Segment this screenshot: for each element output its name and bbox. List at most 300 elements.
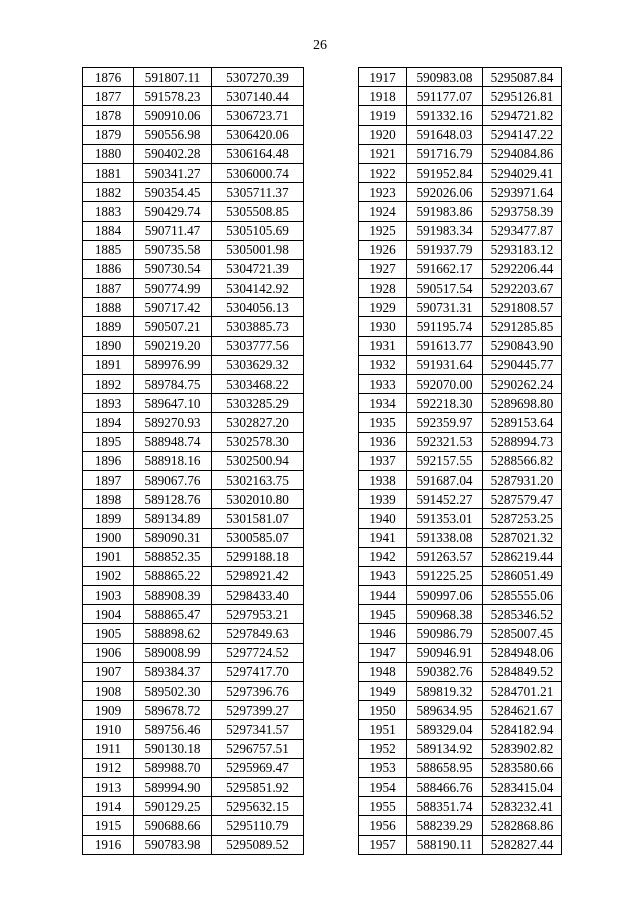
x-coordinate-cell: 592070.00 (407, 375, 483, 394)
x-coordinate-cell: 589819.32 (407, 682, 483, 701)
y-coordinate-cell: 5307140.44 (212, 87, 304, 106)
y-coordinate-cell: 5304142.92 (212, 279, 304, 298)
y-coordinate-cell: 5303885.73 (212, 317, 304, 336)
point-number-cell: 1913 (83, 777, 134, 796)
table-row (83, 835, 304, 854)
point-number-cell: 1886 (83, 259, 134, 278)
y-coordinate-cell: 5295110.79 (212, 816, 304, 835)
y-coordinate-cell: 5302827.20 (212, 413, 304, 432)
table-row (359, 797, 562, 816)
x-coordinate-cell: 590341.27 (134, 163, 212, 182)
x-coordinate-cell: 591687.04 (407, 470, 483, 489)
table-row (83, 394, 304, 413)
table-row (359, 202, 562, 221)
y-coordinate-cell: 5293758.39 (483, 202, 562, 221)
x-coordinate-cell: 588466.76 (407, 777, 483, 796)
table-row (83, 183, 304, 202)
x-coordinate-cell: 588908.39 (134, 586, 212, 605)
y-coordinate-cell: 5298433.40 (212, 586, 304, 605)
x-coordinate-cell: 590986.79 (407, 624, 483, 643)
point-number-cell: 1879 (83, 125, 134, 144)
table-row (83, 662, 304, 681)
table-row (359, 355, 562, 374)
x-coordinate-cell: 591648.03 (407, 125, 483, 144)
point-number-cell: 1945 (359, 605, 407, 624)
y-coordinate-cell: 5284182.94 (483, 720, 562, 739)
point-number-cell: 1936 (359, 432, 407, 451)
table-row (359, 605, 562, 624)
table-row (359, 509, 562, 528)
table-row (83, 701, 304, 720)
y-coordinate-cell: 5286219.44 (483, 547, 562, 566)
table-row (83, 451, 304, 470)
x-coordinate-cell: 592026.06 (407, 183, 483, 202)
y-coordinate-cell: 5293183.12 (483, 240, 562, 259)
x-coordinate-cell: 591983.86 (407, 202, 483, 221)
x-coordinate-cell: 591332.16 (407, 106, 483, 125)
y-coordinate-cell: 5284701.21 (483, 682, 562, 701)
table-row (359, 528, 562, 547)
table-row (83, 336, 304, 355)
y-coordinate-cell: 5297341.57 (212, 720, 304, 739)
x-coordinate-cell: 590219.20 (134, 336, 212, 355)
point-number-cell: 1917 (359, 68, 407, 87)
y-coordinate-cell: 5286051.49 (483, 566, 562, 585)
y-coordinate-cell: 5287021.32 (483, 528, 562, 547)
x-coordinate-cell: 591225.25 (407, 566, 483, 585)
point-number-cell: 1883 (83, 202, 134, 221)
x-coordinate-cell: 592218.30 (407, 394, 483, 413)
y-coordinate-cell: 5305508.85 (212, 202, 304, 221)
y-coordinate-cell: 5297399.27 (212, 701, 304, 720)
table-row (83, 797, 304, 816)
table-row (359, 144, 562, 163)
y-coordinate-cell: 5306723.71 (212, 106, 304, 125)
y-coordinate-cell: 5294084.86 (483, 144, 562, 163)
y-coordinate-cell: 5287253.25 (483, 509, 562, 528)
y-coordinate-cell: 5283232.41 (483, 797, 562, 816)
x-coordinate-cell: 591716.79 (407, 144, 483, 163)
table-row (359, 451, 562, 470)
point-number-cell: 1930 (359, 317, 407, 336)
table-row (83, 720, 304, 739)
point-number-cell: 1926 (359, 240, 407, 259)
point-number-cell: 1956 (359, 816, 407, 835)
x-coordinate-cell: 589634.95 (407, 701, 483, 720)
point-number-cell: 1939 (359, 490, 407, 509)
x-coordinate-cell: 589502.30 (134, 682, 212, 701)
table-row (359, 375, 562, 394)
y-coordinate-cell: 5287931.20 (483, 470, 562, 489)
x-coordinate-cell: 592321.53 (407, 432, 483, 451)
x-coordinate-cell: 591452.27 (407, 490, 483, 509)
table-row (359, 259, 562, 278)
y-coordinate-cell: 5294147.22 (483, 125, 562, 144)
x-coordinate-cell: 592157.55 (407, 451, 483, 470)
y-coordinate-cell: 5283580.66 (483, 758, 562, 777)
point-number-cell: 1940 (359, 509, 407, 528)
point-number-cell: 1951 (359, 720, 407, 739)
point-number-cell: 1950 (359, 701, 407, 720)
point-number-cell: 1911 (83, 739, 134, 758)
x-coordinate-cell: 588658.95 (407, 758, 483, 777)
x-coordinate-cell: 591338.08 (407, 528, 483, 547)
table-row (83, 259, 304, 278)
y-coordinate-cell: 5285346.52 (483, 605, 562, 624)
y-coordinate-cell: 5283415.04 (483, 777, 562, 796)
point-number-cell: 1912 (83, 758, 134, 777)
x-coordinate-cell: 592359.97 (407, 413, 483, 432)
table-row (359, 125, 562, 144)
point-number-cell: 1924 (359, 202, 407, 221)
point-number-cell: 1931 (359, 336, 407, 355)
x-coordinate-cell: 590711.47 (134, 221, 212, 240)
y-coordinate-cell: 5288566.82 (483, 451, 562, 470)
table-row (83, 413, 304, 432)
x-coordinate-cell: 591952.84 (407, 163, 483, 182)
point-number-cell: 1910 (83, 720, 134, 739)
x-coordinate-cell: 590130.18 (134, 739, 212, 758)
point-number-cell: 1896 (83, 451, 134, 470)
x-coordinate-cell: 590983.08 (407, 68, 483, 87)
x-coordinate-cell: 589134.89 (134, 509, 212, 528)
point-number-cell: 1927 (359, 259, 407, 278)
point-number-cell: 1942 (359, 547, 407, 566)
point-number-cell: 1946 (359, 624, 407, 643)
y-coordinate-cell: 5284849.52 (483, 662, 562, 681)
y-coordinate-cell: 5297417.70 (212, 662, 304, 681)
table-row (83, 202, 304, 221)
table-row (83, 528, 304, 547)
table-row (359, 624, 562, 643)
x-coordinate-cell: 588865.22 (134, 566, 212, 585)
point-number-cell: 1906 (83, 643, 134, 662)
y-coordinate-cell: 5305711.37 (212, 183, 304, 202)
x-coordinate-cell: 590968.38 (407, 605, 483, 624)
point-number-cell: 1949 (359, 682, 407, 701)
table-row (359, 336, 562, 355)
y-coordinate-cell: 5300585.07 (212, 528, 304, 547)
x-coordinate-cell: 589067.76 (134, 470, 212, 489)
point-number-cell: 1890 (83, 336, 134, 355)
x-coordinate-cell: 589756.46 (134, 720, 212, 739)
point-number-cell: 1916 (83, 835, 134, 854)
table-row (83, 816, 304, 835)
table-row (83, 144, 304, 163)
table-row (83, 547, 304, 566)
x-coordinate-cell: 590688.66 (134, 816, 212, 835)
table-row (83, 317, 304, 336)
point-number-cell: 1928 (359, 279, 407, 298)
table-row (83, 739, 304, 758)
x-coordinate-cell: 588351.74 (407, 797, 483, 816)
table-row (83, 432, 304, 451)
y-coordinate-cell: 5289698.80 (483, 394, 562, 413)
table-row (83, 221, 304, 240)
point-number-cell: 1955 (359, 797, 407, 816)
x-coordinate-cell: 591578.23 (134, 87, 212, 106)
y-coordinate-cell: 5285007.45 (483, 624, 562, 643)
y-coordinate-cell: 5284621.67 (483, 701, 562, 720)
x-coordinate-cell: 590717.42 (134, 298, 212, 317)
x-coordinate-cell: 591931.64 (407, 355, 483, 374)
table-row (359, 758, 562, 777)
point-number-cell: 1907 (83, 662, 134, 681)
y-coordinate-cell: 5291285.85 (483, 317, 562, 336)
y-coordinate-cell: 5290445.77 (483, 355, 562, 374)
y-coordinate-cell: 5295089.52 (212, 835, 304, 854)
point-number-cell: 1881 (83, 163, 134, 182)
y-coordinate-cell: 5295632.15 (212, 797, 304, 816)
point-number-cell: 1884 (83, 221, 134, 240)
y-coordinate-cell: 5291808.57 (483, 298, 562, 317)
y-coordinate-cell: 5282868.86 (483, 816, 562, 835)
y-coordinate-cell: 5294029.41 (483, 163, 562, 182)
y-coordinate-cell: 5283902.82 (483, 739, 562, 758)
point-number-cell: 1904 (83, 605, 134, 624)
y-coordinate-cell: 5284948.06 (483, 643, 562, 662)
y-coordinate-cell: 5293971.64 (483, 183, 562, 202)
x-coordinate-cell: 590783.98 (134, 835, 212, 854)
table-row (359, 68, 562, 87)
point-number-cell: 1933 (359, 375, 407, 394)
point-number-cell: 1894 (83, 413, 134, 432)
point-number-cell: 1925 (359, 221, 407, 240)
point-number-cell: 1899 (83, 509, 134, 528)
y-coordinate-cell: 5303629.32 (212, 355, 304, 374)
table-row (83, 643, 304, 662)
x-coordinate-cell: 591662.17 (407, 259, 483, 278)
y-coordinate-cell: 5290262.24 (483, 375, 562, 394)
table-row (359, 183, 562, 202)
x-coordinate-cell: 589090.31 (134, 528, 212, 547)
point-number-cell: 1903 (83, 586, 134, 605)
x-coordinate-cell: 591353.01 (407, 509, 483, 528)
x-coordinate-cell: 591807.11 (134, 68, 212, 87)
table-row (359, 394, 562, 413)
y-coordinate-cell: 5303468.22 (212, 375, 304, 394)
y-coordinate-cell: 5301581.07 (212, 509, 304, 528)
y-coordinate-cell: 5290843.90 (483, 336, 562, 355)
point-number-cell: 1938 (359, 470, 407, 489)
y-coordinate-cell: 5292206.44 (483, 259, 562, 278)
x-coordinate-cell: 590517.54 (407, 279, 483, 298)
x-coordinate-cell: 591613.77 (407, 336, 483, 355)
x-coordinate-cell: 590129.25 (134, 797, 212, 816)
point-number-cell: 1929 (359, 298, 407, 317)
x-coordinate-cell: 590402.28 (134, 144, 212, 163)
table-row (83, 758, 304, 777)
table-row (83, 106, 304, 125)
point-number-cell: 1947 (359, 643, 407, 662)
table-row (83, 298, 304, 317)
point-number-cell: 1897 (83, 470, 134, 489)
point-number-cell: 1880 (83, 144, 134, 163)
table-row (83, 470, 304, 489)
x-coordinate-cell: 590354.45 (134, 183, 212, 202)
y-coordinate-cell: 5304056.13 (212, 298, 304, 317)
table-row (359, 279, 562, 298)
table-row (359, 470, 562, 489)
table-row (359, 682, 562, 701)
x-coordinate-cell: 588948.74 (134, 432, 212, 451)
point-number-cell: 1876 (83, 68, 134, 87)
point-number-cell: 1944 (359, 586, 407, 605)
point-number-cell: 1895 (83, 432, 134, 451)
point-number-cell: 1918 (359, 87, 407, 106)
table-row (359, 413, 562, 432)
point-number-cell: 1915 (83, 816, 134, 835)
y-coordinate-cell: 5306164.48 (212, 144, 304, 163)
point-number-cell: 1954 (359, 777, 407, 796)
y-coordinate-cell: 5288994.73 (483, 432, 562, 451)
point-number-cell: 1909 (83, 701, 134, 720)
y-coordinate-cell: 5293477.87 (483, 221, 562, 240)
x-coordinate-cell: 589329.04 (407, 720, 483, 739)
x-coordinate-cell: 590735.58 (134, 240, 212, 259)
point-number-cell: 1920 (359, 125, 407, 144)
point-number-cell: 1952 (359, 739, 407, 758)
y-coordinate-cell: 5305001.98 (212, 240, 304, 259)
point-number-cell: 1901 (83, 547, 134, 566)
y-coordinate-cell: 5302163.75 (212, 470, 304, 489)
point-number-cell: 1953 (359, 758, 407, 777)
y-coordinate-cell: 5305105.69 (212, 221, 304, 240)
point-number-cell: 1922 (359, 163, 407, 182)
table-row (359, 432, 562, 451)
table-row (359, 317, 562, 336)
y-coordinate-cell: 5302010.80 (212, 490, 304, 509)
table-row (83, 490, 304, 509)
table-row (83, 682, 304, 701)
x-coordinate-cell: 590382.76 (407, 662, 483, 681)
x-coordinate-cell: 588918.16 (134, 451, 212, 470)
x-coordinate-cell: 590774.99 (134, 279, 212, 298)
x-coordinate-cell: 588898.62 (134, 624, 212, 643)
x-coordinate-cell: 590910.06 (134, 106, 212, 125)
y-coordinate-cell: 5299188.18 (212, 547, 304, 566)
table-row (359, 547, 562, 566)
y-coordinate-cell: 5295969.47 (212, 758, 304, 777)
x-coordinate-cell: 591937.79 (407, 240, 483, 259)
point-number-cell: 1908 (83, 682, 134, 701)
point-number-cell: 1889 (83, 317, 134, 336)
x-coordinate-cell: 589988.70 (134, 758, 212, 777)
x-coordinate-cell: 590556.98 (134, 125, 212, 144)
y-coordinate-cell: 5295087.84 (483, 68, 562, 87)
point-number-cell: 1943 (359, 566, 407, 585)
y-coordinate-cell: 5297724.52 (212, 643, 304, 662)
table-row (359, 240, 562, 259)
y-coordinate-cell: 5294721.82 (483, 106, 562, 125)
table-row (83, 624, 304, 643)
y-coordinate-cell: 5297396.76 (212, 682, 304, 701)
point-number-cell: 1923 (359, 183, 407, 202)
point-number-cell: 1914 (83, 797, 134, 816)
table-row (359, 106, 562, 125)
table-row (83, 509, 304, 528)
point-number-cell: 1893 (83, 394, 134, 413)
y-coordinate-cell: 5304721.39 (212, 259, 304, 278)
table-row (83, 163, 304, 182)
table-row (83, 68, 304, 87)
y-coordinate-cell: 5287579.47 (483, 490, 562, 509)
table-row (359, 835, 562, 854)
table-row (359, 739, 562, 758)
x-coordinate-cell: 591177.07 (407, 87, 483, 106)
y-coordinate-cell: 5295851.92 (212, 777, 304, 796)
point-number-cell: 1905 (83, 624, 134, 643)
y-coordinate-cell: 5297849.63 (212, 624, 304, 643)
x-coordinate-cell: 591983.34 (407, 221, 483, 240)
point-number-cell: 1888 (83, 298, 134, 317)
point-number-cell: 1892 (83, 375, 134, 394)
y-coordinate-cell: 5289153.64 (483, 413, 562, 432)
y-coordinate-cell: 5285555.06 (483, 586, 562, 605)
table-row (359, 221, 562, 240)
table-row (359, 701, 562, 720)
table-row (359, 298, 562, 317)
x-coordinate-cell: 589384.37 (134, 662, 212, 681)
y-coordinate-cell: 5307270.39 (212, 68, 304, 87)
table-row (359, 777, 562, 796)
table-row (83, 375, 304, 394)
table-row (83, 566, 304, 585)
table-row (83, 777, 304, 796)
point-number-cell: 1948 (359, 662, 407, 681)
y-coordinate-cell: 5306000.74 (212, 163, 304, 182)
x-coordinate-cell: 589784.75 (134, 375, 212, 394)
point-number-cell: 1898 (83, 490, 134, 509)
y-coordinate-cell: 5302578.30 (212, 432, 304, 451)
x-coordinate-cell: 589647.10 (134, 394, 212, 413)
point-number-cell: 1902 (83, 566, 134, 585)
point-number-cell: 1935 (359, 413, 407, 432)
x-coordinate-cell: 590429.74 (134, 202, 212, 221)
point-number-cell: 1941 (359, 528, 407, 547)
point-number-cell: 1882 (83, 183, 134, 202)
y-coordinate-cell: 5296757.51 (212, 739, 304, 758)
coordinates-table-left (82, 67, 304, 855)
y-coordinate-cell: 5303285.29 (212, 394, 304, 413)
page-number: 26 (313, 38, 327, 53)
x-coordinate-cell: 588239.29 (407, 816, 483, 835)
table-row (359, 490, 562, 509)
table-row (359, 662, 562, 681)
x-coordinate-cell: 589008.99 (134, 643, 212, 662)
point-number-cell: 1957 (359, 835, 407, 854)
table-row (83, 279, 304, 298)
y-coordinate-cell: 5302500.94 (212, 451, 304, 470)
table-row (83, 87, 304, 106)
table-row (359, 720, 562, 739)
point-number-cell: 1919 (359, 106, 407, 125)
table-row (359, 163, 562, 182)
x-coordinate-cell: 590507.21 (134, 317, 212, 336)
x-coordinate-cell: 589976.99 (134, 355, 212, 374)
x-coordinate-cell: 589128.76 (134, 490, 212, 509)
point-number-cell: 1932 (359, 355, 407, 374)
y-coordinate-cell: 5282827.44 (483, 835, 562, 854)
point-number-cell: 1891 (83, 355, 134, 374)
x-coordinate-cell: 591195.74 (407, 317, 483, 336)
table-row (359, 816, 562, 835)
point-number-cell: 1877 (83, 87, 134, 106)
point-number-cell: 1921 (359, 144, 407, 163)
x-coordinate-cell: 591263.57 (407, 547, 483, 566)
x-coordinate-cell: 590730.54 (134, 259, 212, 278)
point-number-cell: 1937 (359, 451, 407, 470)
